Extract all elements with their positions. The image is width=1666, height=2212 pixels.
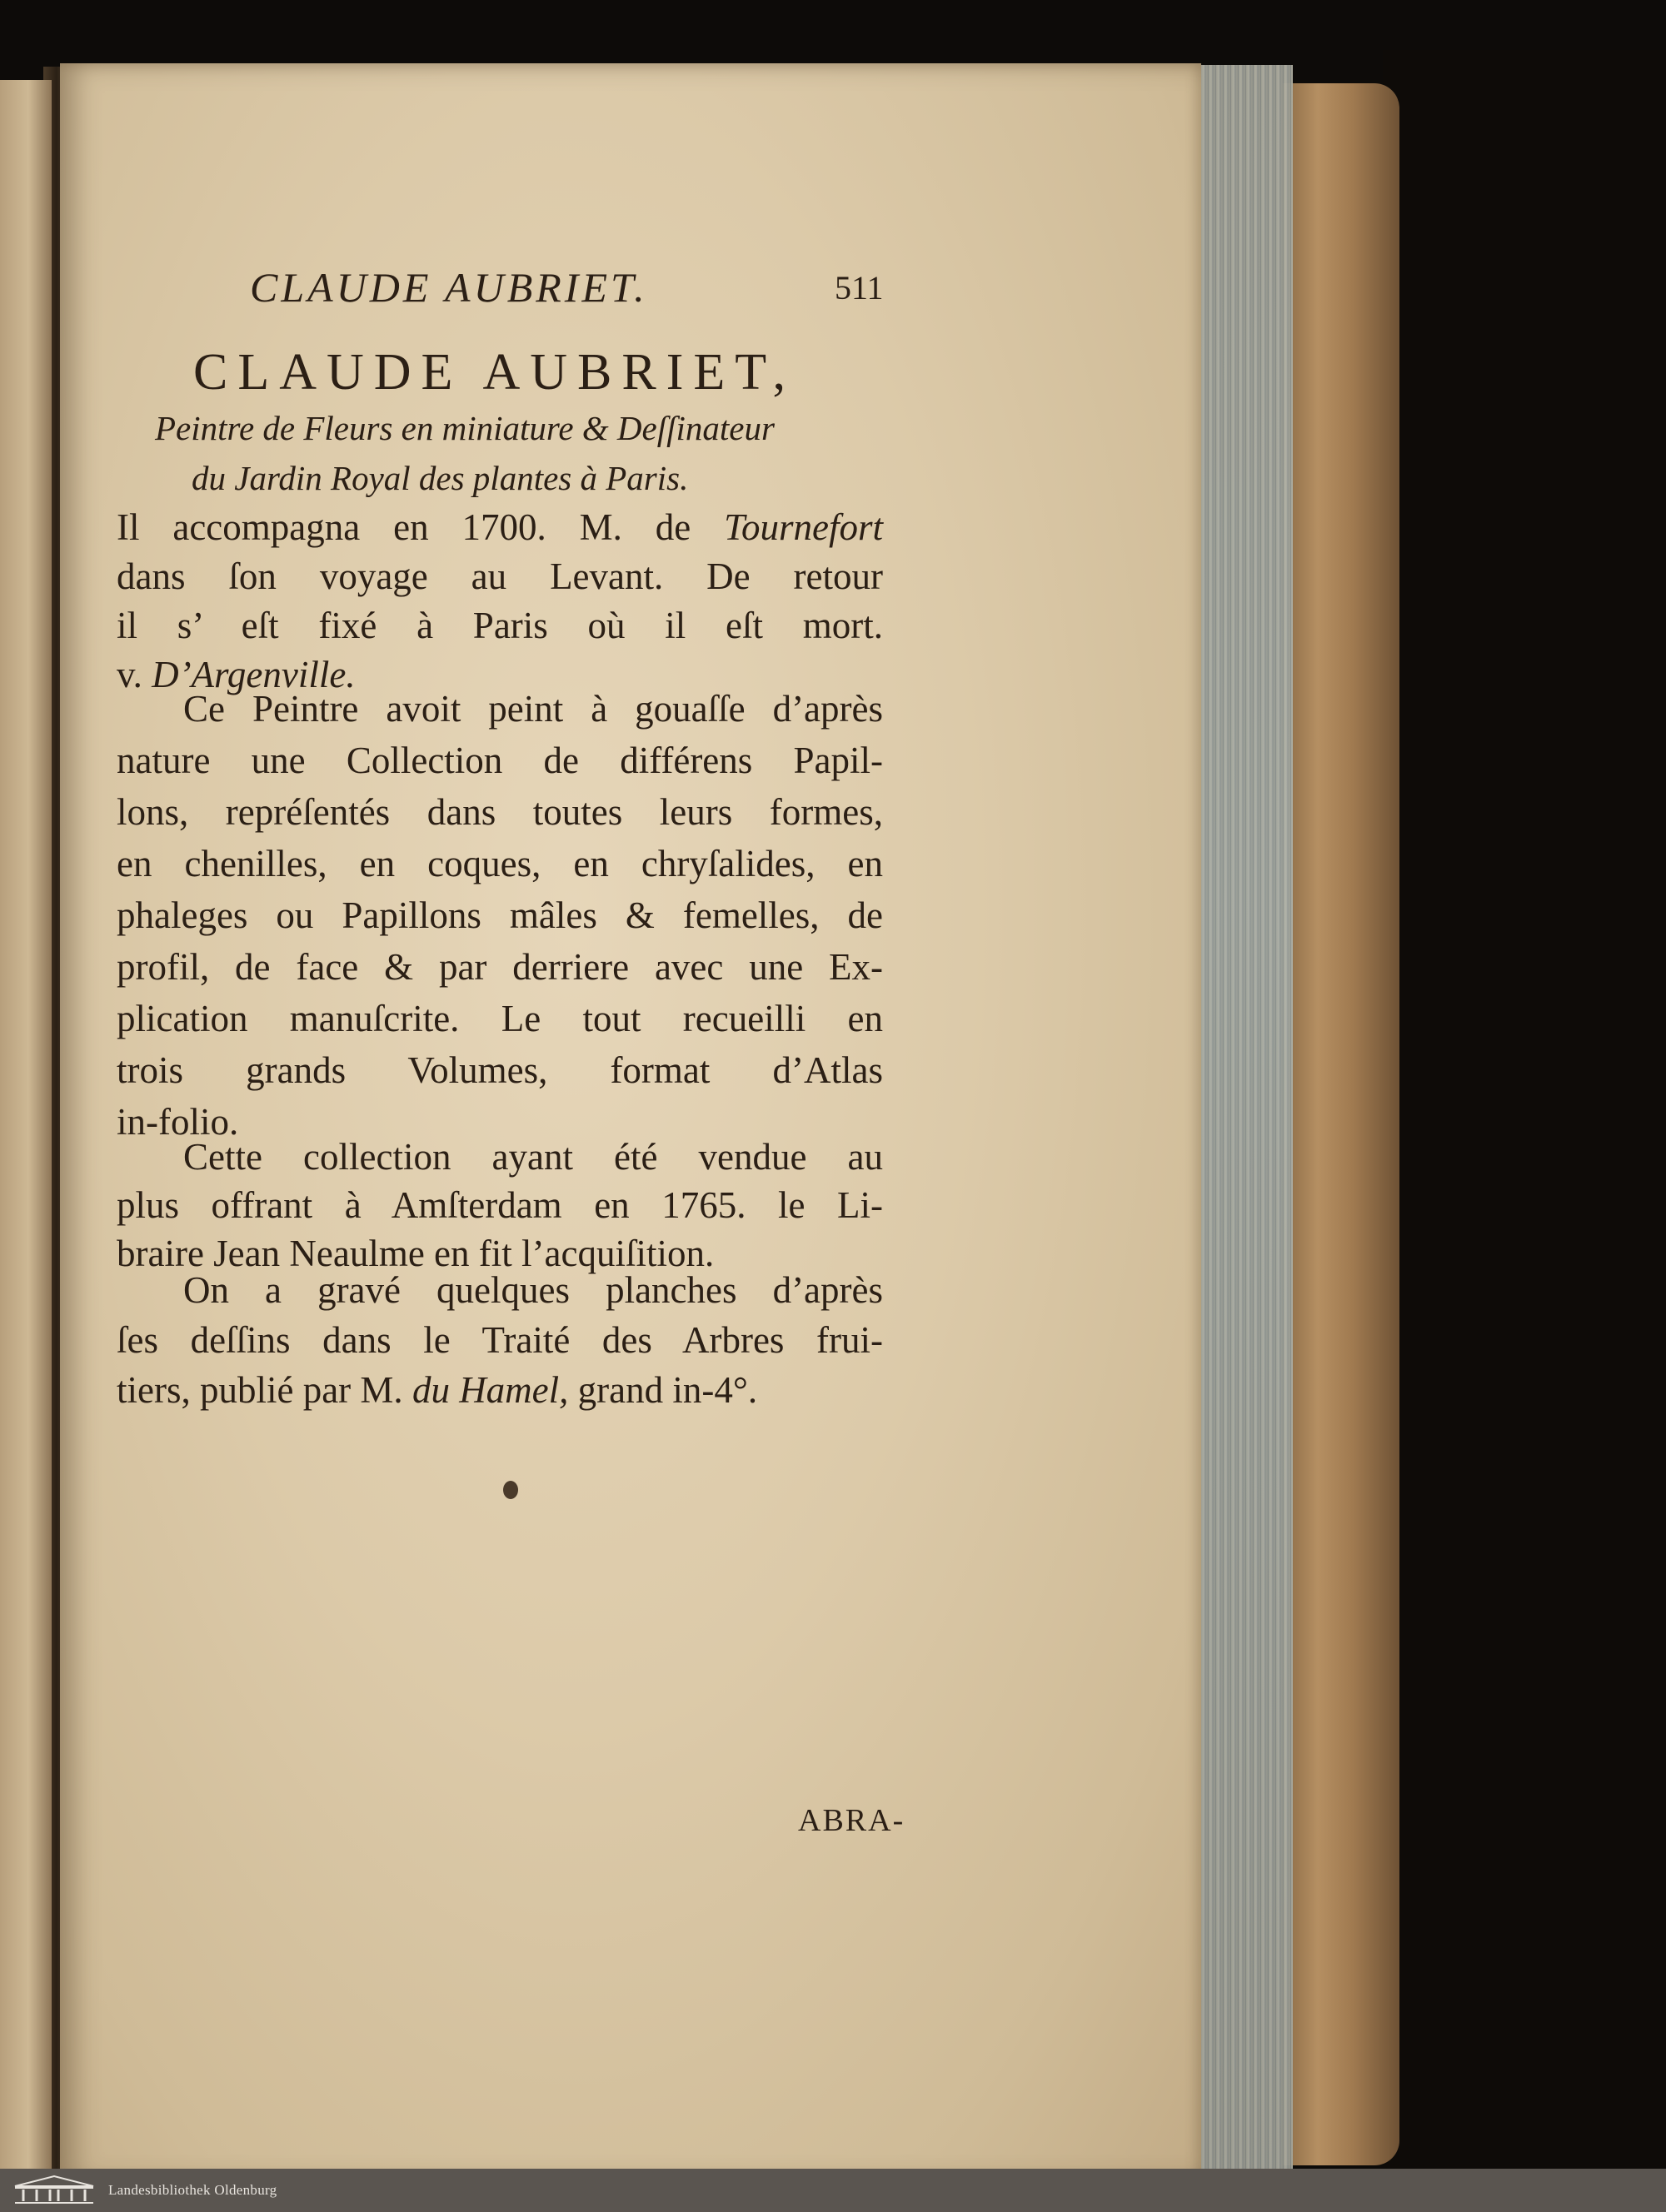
- paragraph-1: [117, 506, 883, 705]
- paragraph-2-line-1: Ce Peintre avoit peint à gouaſſe d’après: [183, 688, 883, 730]
- paragraph-2-line-8: trois grands Volumes, format d’Atlas: [117, 1049, 883, 1091]
- dark-background: [1383, 50, 1666, 2182]
- entry-title: CLAUDE AUBRIET,: [193, 344, 796, 401]
- running-head: CLAUDE AUBRIET.: [250, 264, 648, 311]
- entry-subtitle-line-2: du Jardin Royal des plantes à Paris.: [192, 459, 689, 497]
- ink-ornament-dot: [503, 1481, 518, 1499]
- library-building-icon: [12, 2175, 97, 2206]
- paragraph-4-line-2: ſes deſſins dans le Traité des Arbres frui-: [117, 1319, 883, 1361]
- paragraph-3: [117, 1138, 883, 1283]
- paragraph-2-line-6: profil, de face & par derriere avec une Ex-: [117, 946, 883, 988]
- paragraph-1-line-2: dans ſon voyage au Levant. De retour: [117, 555, 883, 597]
- paragraph-2-line-5: phaleges ou Papillons mâles & femelles, de: [117, 894, 883, 936]
- paragraph-2-line-4: en chenilles, en coques, en chryſalides, en: [117, 843, 883, 884]
- paragraph-1-line-1: Il accompagna en 1700. M. de Tournefort: [117, 506, 883, 548]
- paragraph-1-line-4: v. D’Argenville.: [117, 654, 356, 695]
- left-page-edge: [0, 80, 52, 2179]
- paragraph-3-line-1: Cette collection ayant été vendue au: [183, 1136, 883, 1178]
- paragraph-2-line-9: in-folio.: [117, 1101, 239, 1143]
- paragraph-4-line-3: tiers, publié par M. du Hamel, grand in-4°.: [117, 1369, 758, 1411]
- paragraph-2-line-7: plication manuſcrite. Le tout recueilli en: [117, 998, 883, 1039]
- catchword: ABRA-: [798, 1803, 905, 1838]
- paragraph-1-line-3: il s’ eſt fixé à Paris où il eſt mort.: [117, 605, 883, 646]
- paragraph-3-line-2: plus offrant à Amſterdam en 1765. le Li-: [117, 1184, 883, 1226]
- paragraph-4: [117, 1269, 883, 1422]
- footer-bar: [0, 2169, 1666, 2212]
- paragraph-2-line-3: lons, repréſentés dans toutes leurs formes,: [117, 791, 883, 833]
- paragraph-4-line-1: On a gravé quelques planches d’après: [183, 1269, 883, 1311]
- paragraph-2-line-2: nature une Collection de différens Papil-: [117, 740, 883, 781]
- paragraph-3-line-3: braire Jean Neaulme en fit l’acquiſition.: [117, 1233, 715, 1274]
- page-number: 511: [835, 269, 884, 306]
- entry-subtitle-line-1: Peintre de Fleurs en miniature & Deſſinateur: [155, 409, 775, 447]
- paragraph-2: [117, 690, 883, 1155]
- book-binding: [1283, 83, 1399, 2165]
- footer-library-name: Landesbibliothek Oldenburg: [108, 2182, 277, 2198]
